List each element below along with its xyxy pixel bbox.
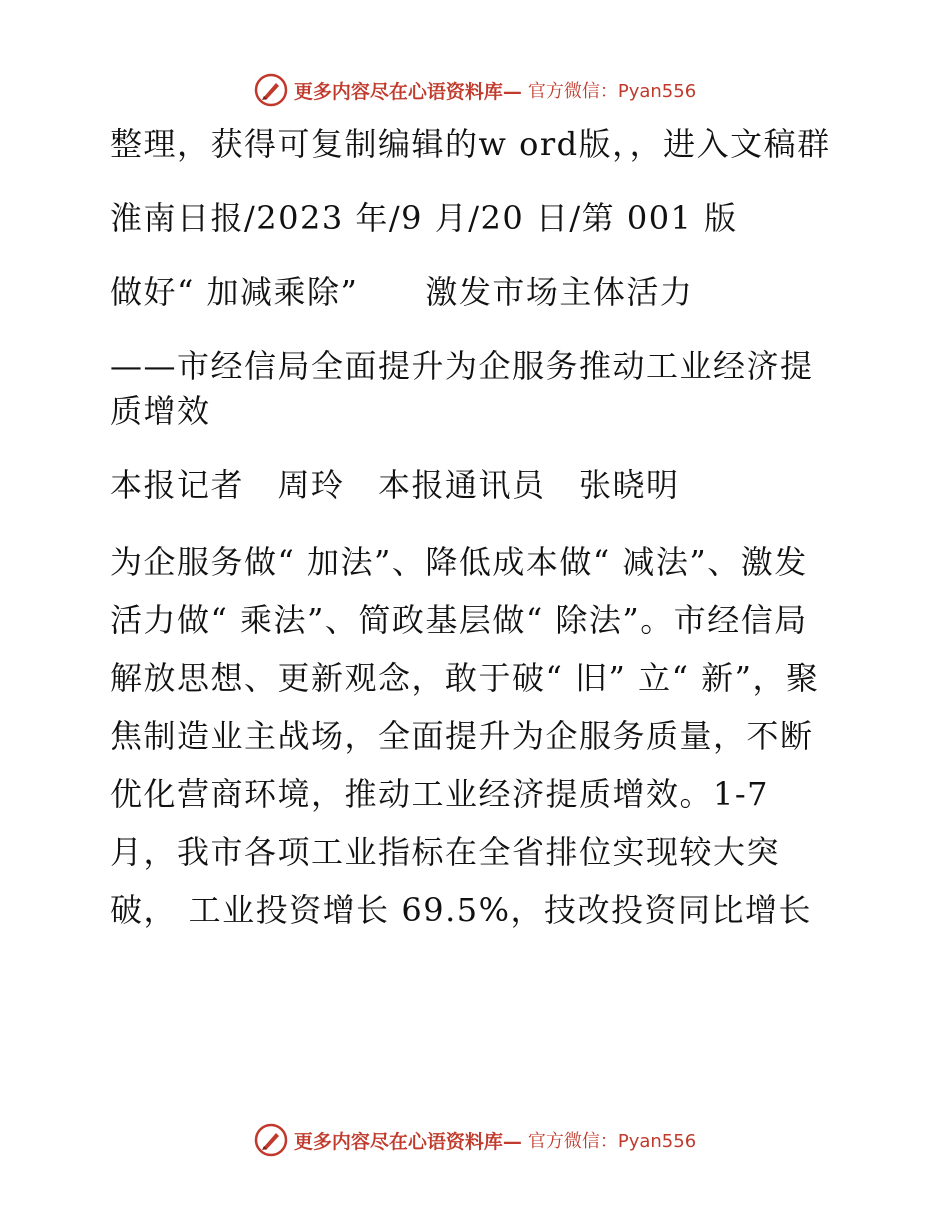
banner-main-text: 更多内容尽在心语资料库— [293,80,522,103]
pen-logo-icon [254,1123,288,1157]
footer-banner [0,1120,950,1160]
banner-wechat-text: 官方微信：Pyan556 [527,81,697,102]
banner-main-text: 更多内容尽在心语资料库— [293,1130,522,1153]
source-line: 淮南日报/2023 年/9 月/20 日/第 001 版 [110,199,738,237]
body-paragraph: 为企服务做“ 加法”、降低成本做“ 减法”、激发活力做“ 乘法”、简政基层做“ 除法”。市经信局解放思想、更新观念，敢于破“ 旧” 立“ 新”，聚焦制造业主战场，全面提升为企服务质量，不断优化营商环境，推动工业经济提质增效。1-7 月，我市各项工业指标在全省排位实现较大突破， 工业投资增长 69.5%，技改投资同比增长 [110,543,820,929]
document-content [98,122,838,968]
banner-wechat-text: 官方微信：Pyan556 [527,1131,697,1152]
header-banner [0,70,950,110]
byline: 本报记者 周玲 本报通讯员 张晓明 [110,466,680,504]
article-title: 做好“ 加减乘除” 激发市场主体活力 [110,273,694,311]
article-subtitle: ——市经信局全面提升为企服务推动工业经济提质增效 [110,347,814,430]
intro-paragraph: 整理，获得可复制编辑的w ord版，，进入文稿群 [110,125,831,163]
pen-logo-icon [254,73,288,107]
